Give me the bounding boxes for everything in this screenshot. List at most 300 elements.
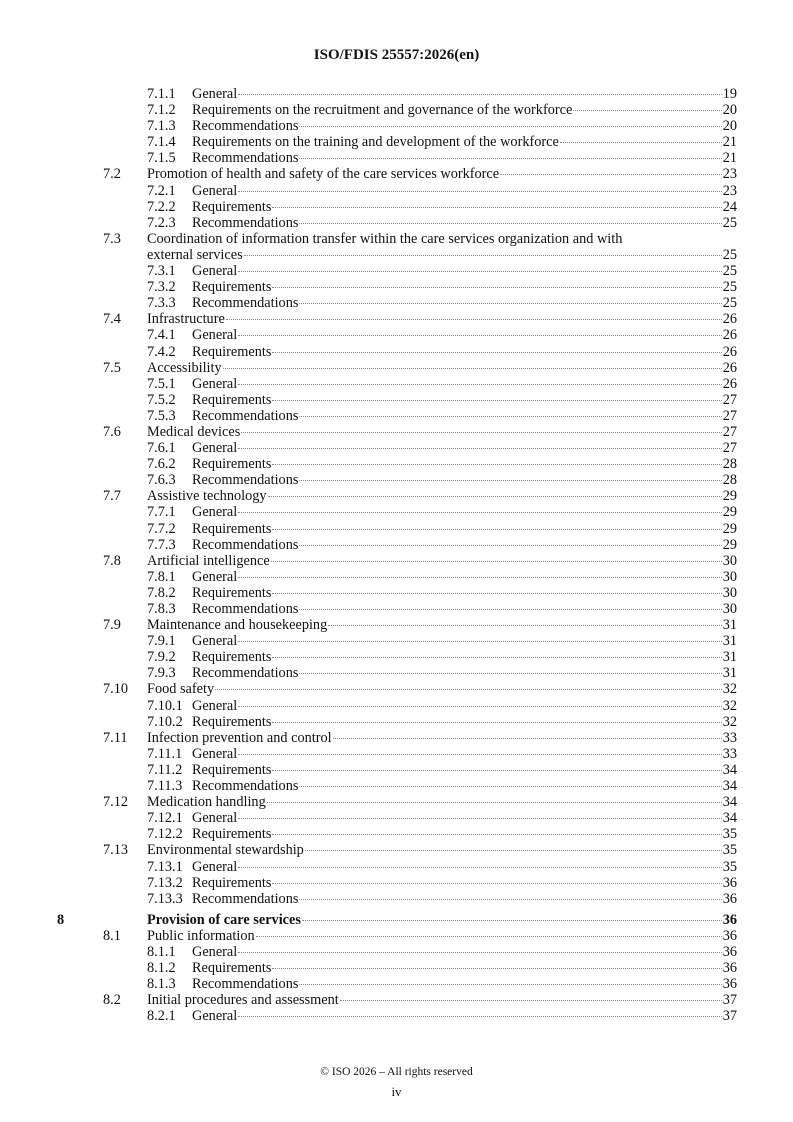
dot-leader (500, 174, 722, 175)
section-title: General (192, 745, 238, 762)
toc-entry-8-2[interactable] (0, 992, 793, 1008)
dot-leader (238, 1016, 721, 1017)
section-number: 7.11 (103, 729, 128, 746)
toc-entry-link[interactable] (147, 617, 737, 633)
toc-entry-link[interactable] (192, 762, 737, 778)
toc-entry-7-6[interactable] (0, 424, 793, 440)
page-reference: 35 (722, 826, 737, 843)
page-reference: 27 (722, 391, 737, 408)
toc-entry-link[interactable] (192, 665, 737, 681)
toc-entry-link[interactable] (192, 976, 737, 992)
section-number: 7.8.3 (147, 601, 176, 617)
section-title: Recommendations (192, 214, 299, 231)
dot-leader (272, 287, 721, 288)
toc-entry-link[interactable] (192, 295, 737, 311)
dot-leader (215, 689, 722, 690)
page-reference: 27 (722, 423, 737, 440)
page-reference: 29 (722, 504, 737, 521)
page-reference: 36 (722, 911, 737, 928)
toc-entry-7-1-2[interactable] (0, 102, 793, 118)
dot-leader (299, 673, 721, 674)
document-header: ISO/FDIS 25557:2026(en) (313, 47, 480, 63)
toc-entry-link[interactable] (192, 134, 737, 150)
toc-entry-7-4-2[interactable] (0, 344, 793, 360)
toc-entry-7-2-1[interactable] (0, 183, 793, 199)
section-title: external services (147, 246, 243, 263)
page-reference: 36 (722, 943, 737, 960)
section-title: Assistive technology (147, 488, 267, 505)
section-title: General (192, 263, 238, 280)
section-number: 7.2.2 (147, 198, 176, 215)
page-reference: 35 (722, 842, 737, 859)
section-title: Recommendations (192, 150, 299, 167)
section-number: 7.7.1 (147, 504, 176, 521)
toc-entry-link[interactable] (192, 601, 737, 617)
toc-entry-7-13-2[interactable] (0, 875, 793, 891)
toc-entry-link[interactable] (147, 247, 737, 263)
toc-entry-link[interactable] (192, 472, 737, 488)
toc-entry-7-3[interactable] (0, 231, 793, 263)
dot-leader (238, 706, 721, 707)
section-number: 7.10.2 (147, 713, 183, 730)
toc-entry-link[interactable] (147, 553, 737, 569)
section-title: Requirements (192, 584, 272, 601)
toc-entry-7-12-1[interactable] (0, 810, 793, 826)
toc-entry-7-9-2[interactable] (0, 649, 793, 665)
toc-entry-7-6-1[interactable] (0, 440, 793, 456)
dot-leader (299, 609, 721, 610)
section-title: Requirements on the recruitment and governance of the workforce (192, 102, 573, 119)
toc-entry-link[interactable] (192, 215, 737, 231)
toc-entry-7-8-1[interactable] (0, 569, 793, 585)
section-title: General (192, 1008, 238, 1025)
dot-leader (267, 802, 722, 803)
toc-entry-link[interactable] (192, 344, 737, 360)
toc-entry-7-6-3[interactable] (0, 472, 793, 488)
toc-entry-link[interactable] (192, 327, 737, 343)
dot-leader (299, 126, 721, 127)
dot-leader (272, 400, 721, 401)
section-title: Recommendations (192, 665, 299, 682)
dot-leader (302, 920, 722, 921)
toc-entry-7-7[interactable] (0, 488, 793, 504)
toc-entry-7-1-1[interactable] (0, 86, 793, 102)
section-title: Recommendations (192, 407, 299, 424)
section-number: 7.12 (103, 794, 129, 811)
toc-entry-link[interactable] (192, 810, 737, 826)
section-title: Requirements (192, 826, 272, 843)
toc-entry-link[interactable] (192, 698, 737, 714)
toc-entry-7-8-2[interactable] (0, 585, 793, 601)
toc-entry-link[interactable] (192, 263, 737, 279)
section-title: General (192, 327, 238, 344)
section-number: 7.4.2 (147, 343, 176, 360)
toc-entry-8[interactable] (0, 912, 793, 928)
page-reference: 36 (722, 927, 737, 944)
section-title: Recommendations (192, 472, 299, 489)
toc-entry-8-2-1[interactable] (0, 1008, 793, 1024)
toc-entry-7-11-3[interactable] (0, 778, 793, 794)
toc-entry-link[interactable] (147, 842, 737, 858)
toc-entry-7-11-2[interactable] (0, 762, 793, 778)
toc-entry-7-11[interactable] (0, 730, 793, 746)
dot-leader (272, 207, 721, 208)
dot-leader (299, 158, 721, 159)
section-title: Recommendations (192, 118, 299, 135)
section-number: 7.8.2 (147, 584, 176, 601)
toc-entry-7-2-3[interactable] (0, 215, 793, 231)
section-number: 8.2.1 (147, 1008, 176, 1025)
section-number: 7.13.2 (147, 874, 183, 891)
dot-leader (560, 142, 722, 143)
toc-entry-link[interactable] (192, 960, 737, 976)
toc-entry-8-1-1[interactable] (0, 944, 793, 960)
section-number: 8.1.1 (147, 943, 176, 960)
toc-entry-7-2-2[interactable] (0, 199, 793, 215)
dot-leader (256, 936, 722, 937)
toc-entry-link[interactable] (192, 150, 737, 166)
toc-entry-7-7-3[interactable] (0, 537, 793, 553)
section-number: 7.10 (103, 681, 129, 698)
dot-leader (244, 255, 722, 256)
page-reference: 33 (722, 729, 737, 746)
dot-leader (272, 529, 721, 530)
toc-entry-link[interactable] (192, 199, 737, 215)
section-number: 7.2 (103, 166, 121, 183)
section-title: Requirements (192, 456, 272, 473)
section-title: Initial procedures and assessment (147, 992, 339, 1009)
section-title: Promotion of health and safety of the care services workforce (147, 166, 500, 183)
page-reference: 21 (722, 150, 737, 167)
dot-leader (272, 770, 721, 771)
toc-entry-link[interactable] (192, 859, 737, 875)
section-number: 7.8 (103, 552, 121, 569)
toc-entry-link[interactable] (147, 360, 737, 376)
toc-entry-7-10-1[interactable] (0, 698, 793, 714)
section-number: 7.10.1 (147, 697, 183, 714)
copyright-footer: © ISO 2026 – All rights reserved (320, 1066, 473, 1078)
toc-entry-link[interactable] (192, 875, 737, 891)
toc-entry-7-10-2[interactable] (0, 714, 793, 730)
section-title: Requirements (192, 960, 272, 977)
toc-entry-link[interactable] (147, 681, 737, 697)
page-reference: 32 (722, 697, 737, 714)
section-number: 7.3.1 (147, 263, 176, 280)
section-number: 7.12.1 (147, 810, 183, 827)
toc-entry-link[interactable] (147, 992, 737, 1008)
toc-entry-link[interactable] (192, 456, 737, 472)
page-reference: 29 (722, 488, 737, 505)
section-title: Medication handling (147, 794, 266, 811)
toc-entry-7-9[interactable] (0, 617, 793, 633)
dot-leader (271, 561, 722, 562)
dot-leader (299, 416, 721, 417)
page-reference: 30 (722, 601, 737, 617)
dot-leader (268, 496, 722, 497)
section-number: 8 (57, 911, 65, 928)
toc-entry-link[interactable] (192, 376, 737, 392)
dot-leader (272, 834, 721, 835)
dot-leader (223, 368, 722, 369)
section-number: 7.13.1 (147, 858, 183, 875)
section-number: 7.4 (103, 311, 121, 328)
toc-entry-7-5-2[interactable] (0, 392, 793, 408)
page-reference: 26 (722, 327, 737, 344)
page-reference: 27 (722, 407, 737, 424)
page-number: iv (391, 1084, 402, 1099)
toc-entry-7-7-2[interactable] (0, 521, 793, 537)
page-reference: 32 (722, 681, 737, 698)
dot-leader (272, 722, 721, 723)
toc-entry-8-1-3[interactable] (0, 976, 793, 992)
dot-leader (226, 319, 722, 320)
section-number: 7.7.2 (147, 520, 176, 537)
toc-entry-link[interactable] (192, 826, 737, 842)
toc-entry-link[interactable] (192, 102, 737, 118)
section-title: Requirements (192, 520, 272, 537)
section-number: 7.11.3 (147, 778, 183, 795)
section-number: 7.4.1 (147, 327, 176, 344)
page-reference: 20 (722, 118, 737, 135)
toc-entry-7-6-2[interactable] (0, 456, 793, 472)
dot-leader (272, 968, 721, 969)
toc-entry-link[interactable] (192, 569, 737, 585)
section-title: Requirements on the training and development of the workforce (192, 134, 559, 151)
page-reference: 25 (722, 279, 737, 296)
page-reference: 25 (722, 263, 737, 280)
page-reference: 21 (722, 134, 737, 151)
toc-entry-link[interactable] (147, 166, 737, 182)
dot-leader (238, 191, 721, 192)
toc-entry-link[interactable] (192, 714, 737, 730)
toc-entry-link[interactable] (147, 928, 737, 944)
dot-leader (272, 464, 721, 465)
toc-entry-link[interactable] (192, 279, 737, 295)
section-number: 7.13 (103, 842, 129, 859)
section-number: 8.1.3 (147, 976, 176, 993)
section-number: 7.12.2 (147, 826, 183, 843)
page-reference: 36 (722, 976, 737, 993)
section-title: Provision of care services (147, 911, 301, 928)
section-title: Requirements (192, 198, 272, 215)
toc-entry-8-1[interactable] (0, 928, 793, 944)
toc-entry-7-8[interactable] (0, 553, 793, 569)
page-reference: 31 (722, 617, 737, 634)
toc-entry-7-8-3[interactable] (0, 601, 793, 617)
section-title: Accessibility (147, 359, 222, 376)
section-title: Maintenance and housekeeping (147, 617, 328, 634)
section-title: Artificial intelligence (147, 552, 270, 569)
section-title: General (192, 86, 238, 102)
page-reference: 34 (722, 810, 737, 827)
dot-leader (272, 883, 721, 884)
dot-leader (299, 786, 721, 787)
dot-leader (272, 593, 721, 594)
toc-entry-7-4-1[interactable] (0, 327, 793, 343)
toc-entry-link[interactable] (147, 488, 737, 504)
dot-leader (299, 223, 721, 224)
page-reference: 27 (722, 440, 737, 457)
toc-entry-link[interactable] (147, 912, 737, 928)
page-reference: 29 (722, 536, 737, 553)
page-reference: 20 (722, 102, 737, 119)
section-number: 7.5.2 (147, 391, 176, 408)
section-number: 7.6.1 (147, 440, 176, 457)
section-number: 7.9.2 (147, 649, 176, 666)
toc-entry-link[interactable] (192, 537, 737, 553)
page-reference: 26 (722, 311, 737, 328)
page-reference: 34 (722, 794, 737, 811)
dot-leader (328, 625, 721, 626)
toc-entry-7-5-3[interactable] (0, 408, 793, 424)
section-title: Public information (147, 927, 255, 944)
toc-entry-7-1-3[interactable] (0, 118, 793, 134)
section-title: Requirements (192, 649, 272, 666)
dot-leader (238, 512, 721, 513)
dot-leader (340, 1000, 722, 1001)
toc-entry-link[interactable] (192, 633, 737, 649)
toc-entry-link[interactable] (147, 730, 737, 746)
toc-entry-link[interactable] (192, 1008, 737, 1024)
toc-entry-7-3-3[interactable] (0, 295, 793, 311)
toc-entry-link[interactable] (192, 891, 737, 907)
section-number: 7.9.3 (147, 665, 176, 682)
page-reference: 34 (722, 761, 737, 778)
dot-leader (238, 867, 721, 868)
section-number: 7.11.2 (147, 761, 183, 778)
page-reference: 33 (722, 745, 737, 762)
toc-entry-link[interactable] (192, 521, 737, 537)
toc-entry-link[interactable] (192, 86, 737, 102)
section-title: Infrastructure (147, 311, 225, 328)
section-number: 7.1.1 (147, 86, 176, 102)
section-title-line1: Coordination of information transfer within the care services organization and with (147, 230, 623, 247)
table-of-contents (0, 86, 793, 1024)
section-title: Recommendations (192, 890, 299, 907)
toc-entry-7-1-4[interactable] (0, 134, 793, 150)
page-reference: 31 (722, 665, 737, 682)
section-number: 7.3 (103, 230, 121, 247)
page-reference: 36 (722, 960, 737, 977)
section-title: Recommendations (192, 976, 299, 993)
section-number: 7.5 (103, 359, 121, 376)
section-title: General (192, 810, 238, 827)
page-reference: 28 (722, 472, 737, 489)
page-reference: 36 (722, 874, 737, 891)
toc-entry-7-7-1[interactable] (0, 504, 793, 520)
section-number: 7.7 (103, 488, 121, 505)
toc-entry-7-3-2[interactable] (0, 279, 793, 295)
toc-entry-7-9-3[interactable] (0, 665, 793, 681)
dot-leader (241, 432, 721, 433)
dot-leader (238, 952, 721, 953)
toc-entry-link[interactable] (192, 746, 737, 762)
toc-entry-8-1-2[interactable] (0, 960, 793, 976)
dot-leader (238, 271, 721, 272)
section-title: General (192, 375, 238, 392)
section-number: 7.5.3 (147, 407, 176, 424)
page-reference: 26 (722, 375, 737, 392)
toc-entry-7-2[interactable] (0, 166, 793, 182)
section-number: 7.6 (103, 423, 121, 440)
section-number: 7.13.3 (147, 890, 183, 907)
page-reference: 30 (722, 584, 737, 601)
section-title: General (192, 568, 238, 585)
section-title: Requirements (192, 874, 272, 891)
toc-entry-7-11-1[interactable] (0, 746, 793, 762)
dot-leader (272, 352, 721, 353)
section-title: Food safety (147, 681, 215, 698)
toc-entry-7-13[interactable] (0, 842, 793, 858)
section-number: 7.1.2 (147, 102, 176, 119)
page-reference: 26 (722, 359, 737, 376)
page-reference: 35 (722, 858, 737, 875)
section-number: 7.5.1 (147, 375, 176, 392)
page-reference: 30 (722, 568, 737, 585)
dot-leader (573, 110, 721, 111)
toc-entry-7-4[interactable] (0, 311, 793, 327)
section-title: Medical devices (147, 423, 241, 440)
dot-leader (238, 641, 721, 642)
section-number: 8.1.2 (147, 960, 176, 977)
section-title: Requirements (192, 343, 272, 360)
toc-entry-7-12-2[interactable] (0, 826, 793, 842)
toc-entry-7-9-1[interactable] (0, 633, 793, 649)
toc-entry-7-10[interactable] (0, 681, 793, 697)
page-reference: 23 (722, 166, 737, 183)
toc-entry-link[interactable] (192, 504, 737, 520)
dot-leader (299, 480, 721, 481)
toc-entry-link[interactable] (147, 794, 737, 810)
section-title: Recommendations (192, 295, 299, 312)
toc-entry-link[interactable] (192, 408, 737, 424)
section-number: 7.7.3 (147, 536, 176, 553)
toc-entry-7-13-1[interactable] (0, 859, 793, 875)
dot-leader (299, 303, 721, 304)
toc-entry-7-1-5[interactable] (0, 150, 793, 166)
section-number: 7.11.1 (147, 745, 183, 762)
toc-entry-link[interactable] (192, 778, 737, 794)
toc-entry-link[interactable] (192, 649, 737, 665)
toc-entry-link[interactable] (192, 944, 737, 960)
toc-entry-7-12[interactable] (0, 794, 793, 810)
toc-entry-link[interactable] (147, 311, 737, 327)
toc-entry-7-3-1[interactable] (0, 263, 793, 279)
dot-leader (299, 899, 721, 900)
section-number: 7.3.2 (147, 279, 176, 296)
toc-entry-link[interactable] (192, 183, 737, 199)
dot-leader (333, 738, 722, 739)
toc-entry-7-5-1[interactable] (0, 376, 793, 392)
toc-entry-link[interactable] (192, 118, 737, 134)
dot-leader (238, 818, 721, 819)
page-reference: 34 (722, 778, 737, 795)
section-title: Requirements (192, 279, 272, 296)
page-reference: 37 (722, 1008, 737, 1025)
section-title: Recommendations (192, 601, 299, 617)
toc-entry-7-5[interactable] (0, 360, 793, 376)
toc-entry-link[interactable] (192, 585, 737, 601)
dot-leader (238, 448, 721, 449)
dot-leader (299, 545, 721, 546)
toc-entry-link[interactable] (192, 440, 737, 456)
page-reference: 19 (722, 86, 737, 102)
toc-entry-7-13-3[interactable] (0, 891, 793, 907)
toc-entry-link[interactable] (147, 424, 737, 440)
section-title: Infection prevention and control (147, 729, 332, 746)
dot-leader (299, 984, 721, 985)
toc-entry-link[interactable] (192, 392, 737, 408)
